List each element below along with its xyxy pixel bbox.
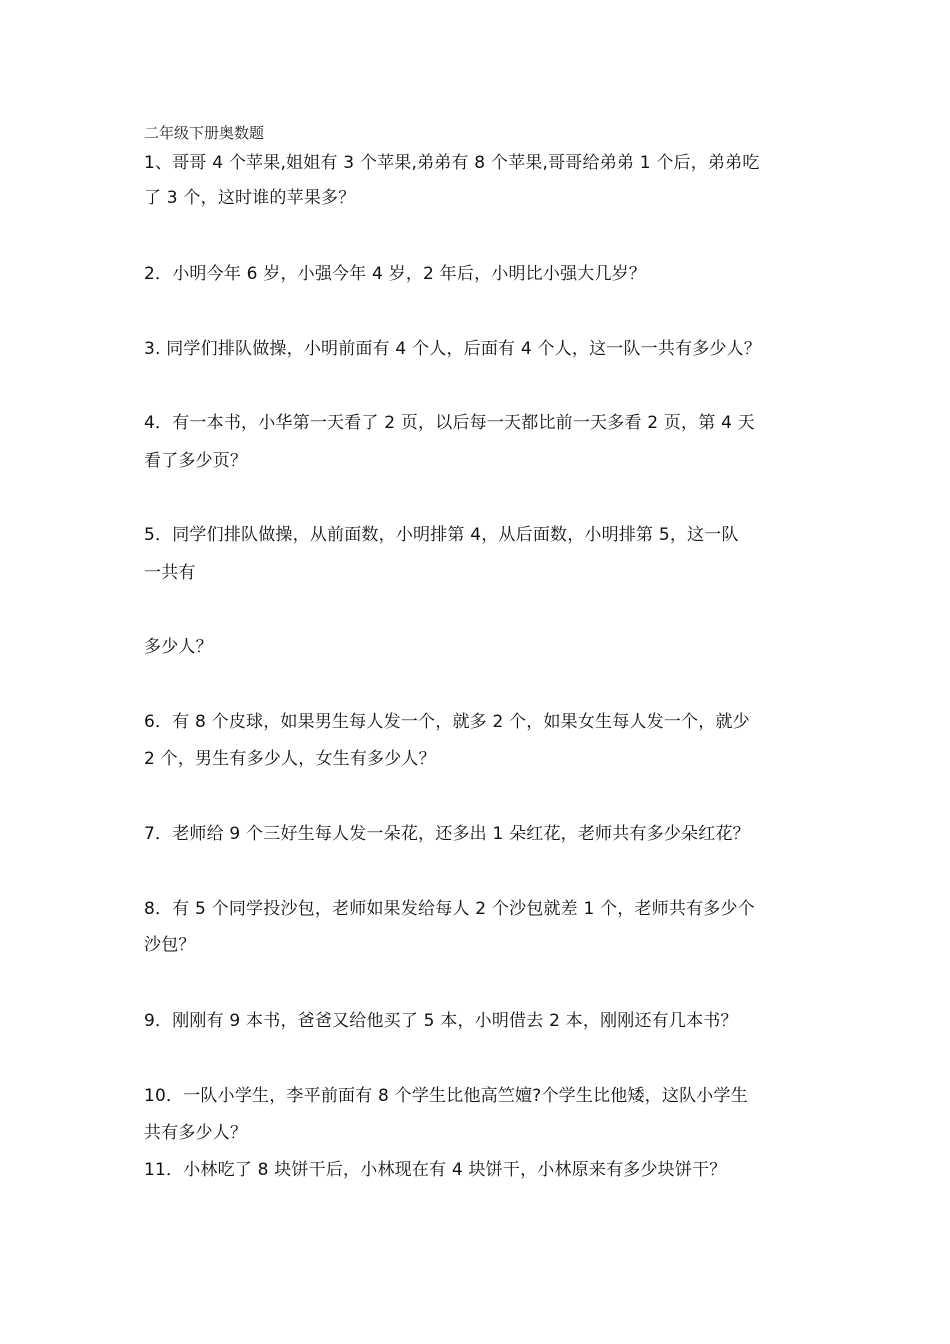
q6-line-1: 6．有 8 个皮球，如果男生每人发一个，就多 2 个，如果女生每人发一个，就少 — [144, 712, 750, 732]
q1-line-1: 1、哥哥 4 个苹果,姐姐有 3 个苹果,弟弟有 8 个苹果,哥哥给弟弟 1 个后，弟弟吃 — [144, 153, 760, 173]
q10-line-1: 10．一队小学生，李平前面有 8 个学生比他高竺嬗?个学生比他矮，这队小学生 — [144, 1086, 748, 1106]
q8-line-1: 8．有 5 个同学投沙包，老师如果发给每人 2 个沙包就差 1 个，老师共有多少个 — [144, 899, 755, 919]
q10-line-2: 共有多少人？ — [144, 1123, 248, 1143]
q3-line-1: 3. 同学们排队做操，小明前面有 4 个人，后面有 4 个人，这一队一共有多少人？ — [144, 339, 762, 359]
q1-line-2: 了 3 个，这时谁的苹果多？ — [144, 188, 356, 208]
q5-line-1: 5．同学们排队做操，从前面数，小明排第 4，从后面数，小明排第 5，这一队 — [144, 525, 739, 545]
q2-line-1: 2．小明今年 6 岁，小强今年 4 岁，2 年后，小明比小强大几岁？ — [144, 264, 647, 284]
q4-line-2: 看了多少页？ — [144, 451, 248, 471]
q11-line-1: 11．小林吃了 8 块饼干后，小林现在有 4 块饼干，小林原来有多少块饼干？ — [144, 1160, 727, 1180]
document-title: 二年级下册奥数题 — [144, 124, 265, 142]
q8-line-2: 沙包？ — [144, 935, 196, 955]
q4-line-1: 4．有一本书，小华第一天看了 2 页，以后每一天都比前一天多看 2 页，第 4 天 — [144, 413, 755, 433]
q5-line-2: 一共有 — [144, 563, 196, 583]
q6-line-2: 2 个，男生有多少人，女生有多少人？ — [144, 749, 436, 769]
q5-line-3: 多少人？ — [144, 637, 213, 657]
q7-line-1: 7．老师给 9 个三好生每人发一朵花，还多出 1 朵红花，老师共有多少朵红花？ — [144, 824, 750, 844]
q9-line-1: 9．刚刚有 9 本书，爸爸又给他买了 5 本，小明借去 2 本，刚刚还有几本书？ — [144, 1011, 738, 1031]
